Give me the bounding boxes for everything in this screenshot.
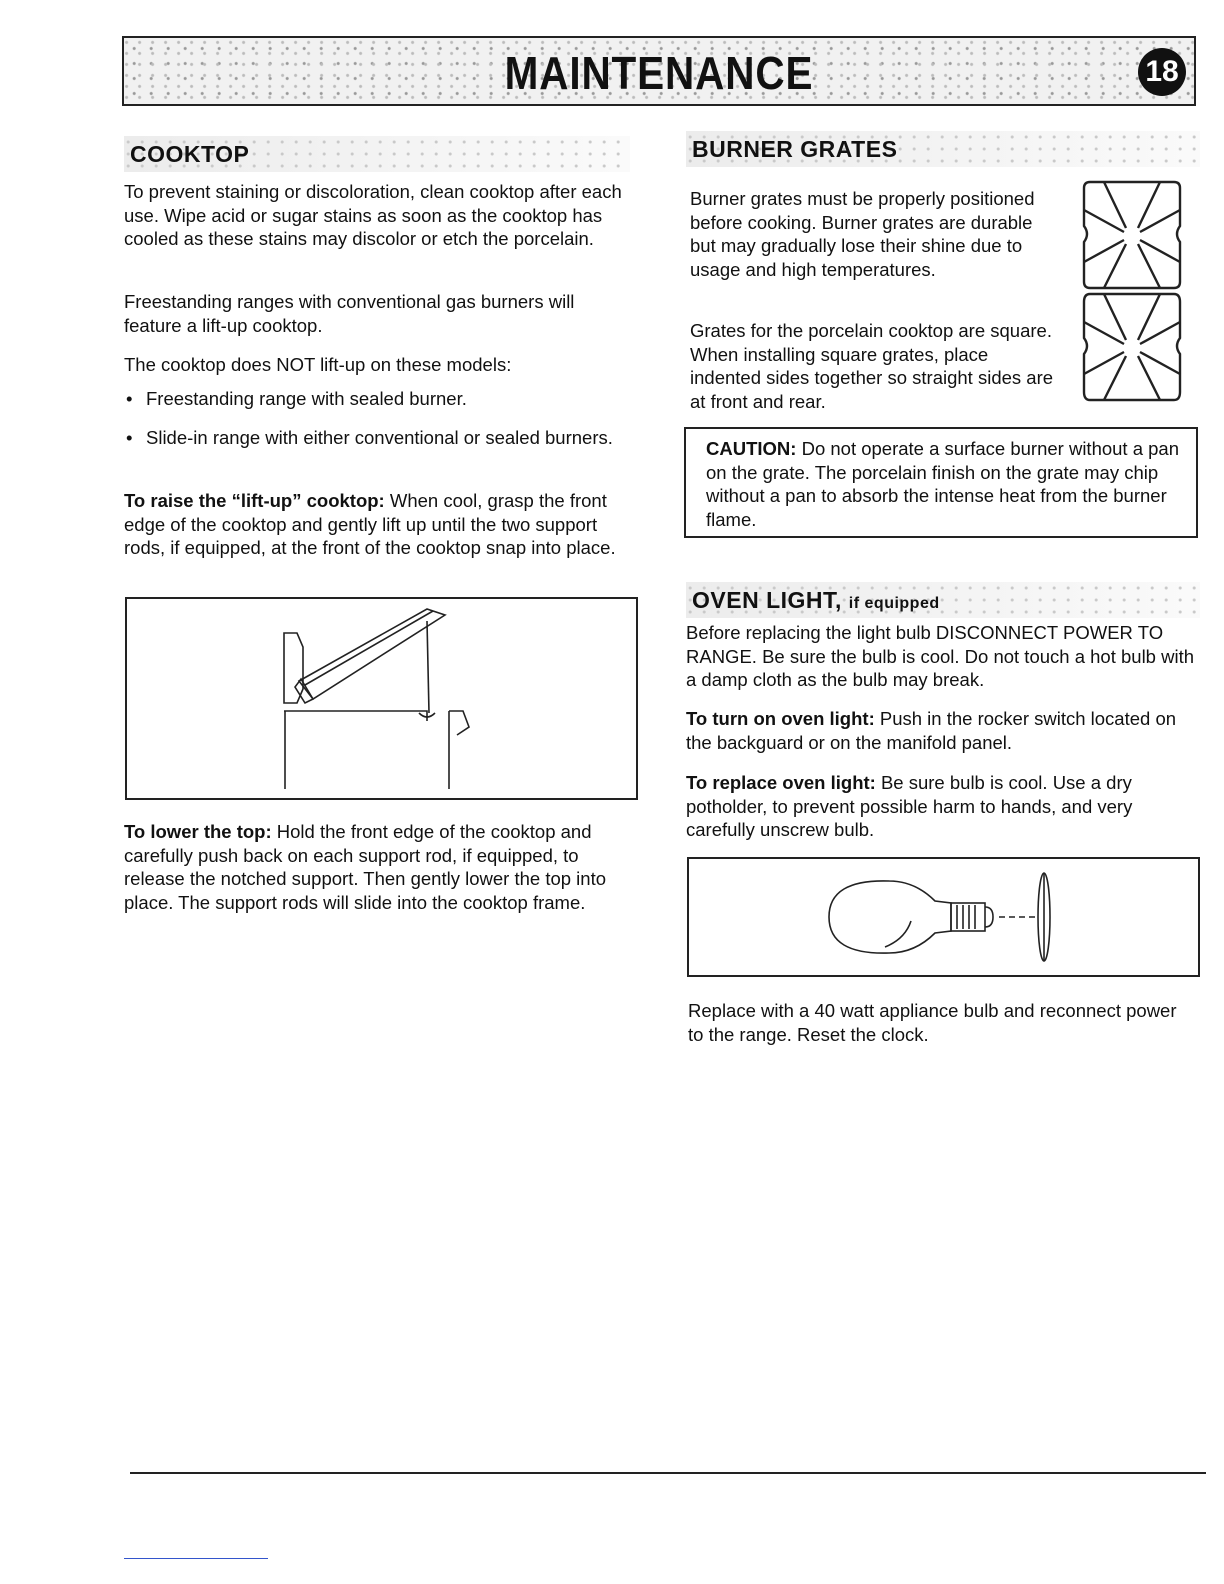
replace-light-label: To replace oven light:	[686, 772, 876, 793]
lower-cooktop-text: Hold the front edge of the cooktop and carefully push back on each support rod, if equipped, to release the notched support. Then gently lower the top into place. The support rods will slide into the cooktop frame.	[124, 821, 607, 913]
raise-cooktop-paragraph	[124, 489, 636, 560]
lower-cooktop-paragraph	[124, 820, 636, 914]
oven-light-paragraph-1: Before replacing the light bulb DISCONNECT POWER TO RANGE. Be sure the bulb is cool. Do not touch a hot bulb with a damp cloth as the bulb may break.	[686, 622, 1195, 690]
footer-link-underline	[124, 1558, 268, 1559]
turn-on-light-label: To turn on oven light:	[686, 708, 875, 729]
footer-divider	[130, 1472, 1206, 1474]
oven-light-heading-qualifier: if equipped	[848, 595, 940, 612]
replace-light-text: Be sure bulb is cool. Use a dry potholder, to prevent possible harm to hands, and very carefully unscrew bulb.	[686, 772, 1133, 840]
cooktop-lift-figure	[125, 597, 638, 800]
cooktop-paragraph-2: Freestanding ranges with conventional gas burners will feature a lift-up cooktop.	[124, 291, 575, 336]
oven-light-paragraph-4: Replace with a 40 watt appliance bulb and reconnect power to the range. Reset the clock.	[688, 1000, 1177, 1045]
turn-on-light-paragraph	[686, 707, 1198, 754]
lower-cooktop-label: To lower the top:	[124, 821, 272, 842]
cooktop-bullet-1: • Freestanding range with sealed burner.	[124, 387, 626, 411]
oven-light-heading	[686, 582, 1200, 618]
turn-on-light-text: Push in the rocker switch located on the backguard or on the manifold panel.	[686, 708, 1177, 753]
cooktop-heading-text: COOKTOP	[130, 141, 250, 167]
oven-light-heading-text: OVEN LIGHT,	[692, 587, 842, 613]
light-bulb-figure	[687, 857, 1200, 977]
page-number-badge: 18	[1138, 48, 1186, 96]
grates-paragraph-2: Grates for the porcelain cooktop are square. When installing square grates, place indented sides together so straight sides are at front and rear.	[690, 320, 1054, 412]
header-banner	[122, 36, 1196, 106]
caution-text: Do not operate a surface burner without a pan on the grate. The porcelain finish on the grate may chip without a pan to absorb the intense heat from the burner flame.	[706, 438, 1180, 530]
raise-cooktop-text: When cool, grasp the front edge of the cooktop and gently lift up until the two support rods, if equipped, at the front of the cooktop snap into place.	[124, 490, 616, 558]
burner-grates-heading-text: BURNER GRATES	[692, 136, 898, 162]
light-bulb-illustration	[689, 859, 1198, 975]
burner-grates-illustration	[1074, 178, 1190, 408]
caution-label: CAUTION:	[706, 438, 797, 459]
page-title: MAINTENANCE	[504, 47, 814, 99]
cooktop-heading	[124, 136, 630, 172]
burner-grates-heading	[686, 131, 1200, 167]
cooktop-paragraph-1: To prevent staining or discoloration, clean cooktop after each use. Wipe acid or sugar stains as soon as the cooktop has cooled as these stains may discolor or etch the porcelain.	[124, 181, 622, 249]
replace-light-paragraph	[686, 771, 1186, 842]
lift-up-cooktop-illustration	[127, 599, 636, 798]
cooktop-bullet-2: • Slide-in range with either conventional or sealed burners.	[124, 426, 626, 450]
raise-cooktop-label: To raise the “lift-up” cooktop:	[124, 490, 385, 511]
cooktop-paragraph-3: The cooktop does NOT lift-up on these models:	[124, 354, 512, 375]
caution-box	[684, 427, 1198, 538]
grates-paragraph-1: Burner grates must be properly positioned before cooking. Burner grates are durable but may gradually lose their shine due to usage and high temperatures.	[690, 188, 1035, 280]
